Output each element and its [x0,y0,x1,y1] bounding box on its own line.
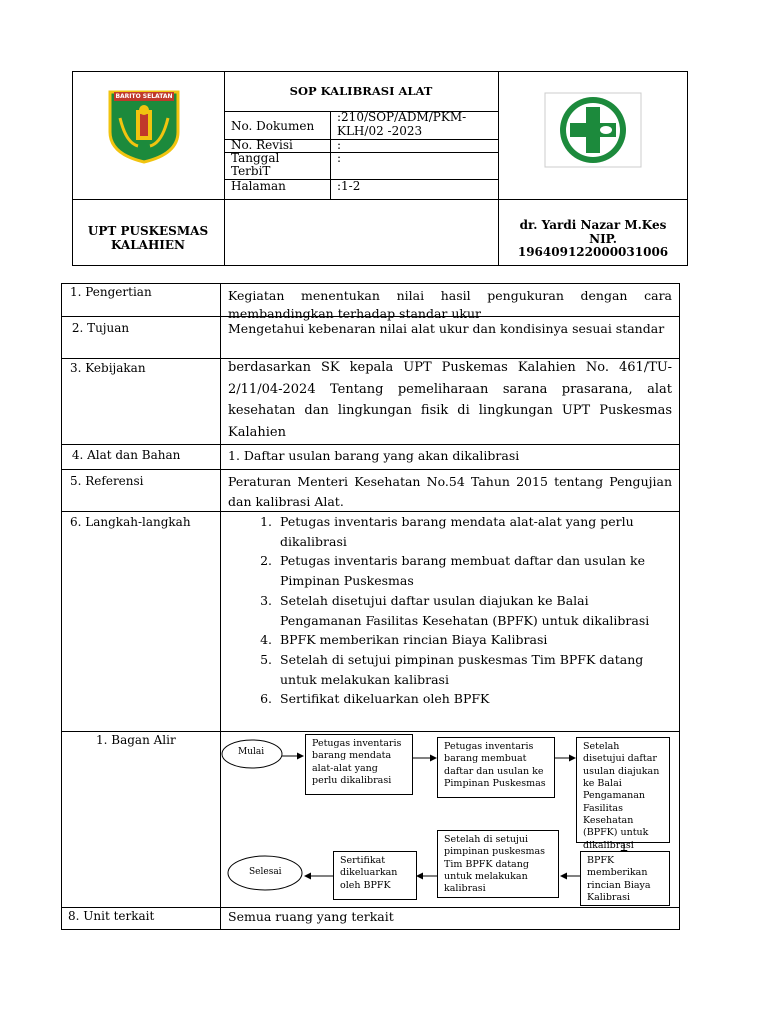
puskesmas-logo [544,92,642,168]
signer-name: dr. Yardi Nazar M.Kes [519,218,667,232]
section-label-referensi: 5. Referensi [70,474,144,488]
header-row-value: :210/SOP/ADM/PKM-KLH/02 -2023 [337,110,467,138]
step-item: 3. Setelah disetujui daftar usulan diajukan ke Balai Pengamanan Fasilitas Kesehatan (BPFK) untuk dikalibrasi [276,591,672,630]
flow-step-3: Setelah disetujui daftar usulan diajukan ke Balai Pengamanan Fasilitas Kesehatan (BPFK) untuk dikalibrasi [576,737,670,843]
health-cross-icon [544,92,642,168]
section-label-tujuan: 2. Tujuan [68,321,130,335]
flow-start-label: Mulai [238,747,265,757]
header-row-label: No. Revisi [231,138,293,152]
header-row-value: : [337,138,342,152]
step-item: 4. BPFK memberikan rincian Biaya Kalibrasi [276,630,672,650]
flow-step-1: Petugas inventaris barang mendata alat-alat yang perlu dikalibrasi [305,734,413,795]
page-title: SOP KALIBRASI ALAT [289,84,433,98]
step-item: 1. Petugas inventaris barang mendata alat-alat yang perlu dikalibrasi [276,512,672,551]
logo-banner-text: BARITO SELATAN [115,93,173,100]
section-label-pengertian: 1. Pengertian [70,285,152,299]
flow-step-5: Setelah di setujui pimpinan puskesmas Tim BPFK datang untuk melakukan kalibrasi [437,830,559,898]
section-text-alat: 1. Daftar usulan barang yang akan dikalibrasi [228,448,520,463]
signer-nip-label: NIP. [589,232,617,246]
header-row-label: Halaman [231,179,286,193]
steps-list [228,512,672,709]
flow-step-4: BPFK memberikan rincian Biaya Kalibrasi [580,851,670,906]
regency-logo [106,88,182,164]
step-item: 5. Setelah di setujui pimpinan puskesmas Tim BPFK datang untuk melakukan kalibrasi [276,650,672,689]
step-item: 2. Petugas inventaris barang membuat daftar dan usulan ke Pimpinan Puskesmas [276,551,672,590]
section-text-pengertian: Kegiatan menentukan nilai hasil pengukuran dengan cara membandingkan terhadap standar ukur [228,288,672,321]
signer-nip: 196409122000031006 [517,245,669,259]
section-text-unit: Semua ruang yang terkait [228,909,394,924]
header-row-value: : [337,151,342,165]
section-label-unit: 8. Unit terkait [68,909,155,923]
section-label-bagan: 1. Bagan Alir [96,733,176,747]
section-label-langkah: 6. Langkah-langkah [70,515,191,529]
section-text-kebijakan: berdasarkan SK kepala UPT Puskemas Kalahien No. 461/TU-2/11/04-2024 Tentang pemeliharaan sarana prasarana, alat kesehatan dan lingkungan fisik di lingkungan UPT Puskesmas Kalahien [228,360,672,440]
flow-step-2: Petugas inventaris barang membuat daftar dan usulan ke Pimpinan Puskesmas [437,737,555,798]
section-text-tujuan: Mengetahui kebenaran nilai alat ukur dan kondisinya sesuai standar [228,321,665,336]
section-label-kebijakan: 3. Kebijakan [70,361,146,375]
header-row-value: :1-2 [337,179,361,193]
section-text-referensi: Peraturan Menteri Kesehatan No.54 Tahun 2015 tentang Pengujian dan kalibrasi Alat. [228,474,672,509]
flow-end-label: Selesai [249,867,282,877]
flow-step-6: Sertifikat dikeluarkan oleh BPFK [333,851,417,900]
org-name: UPT PUSKESMAS KALAHIEN [87,224,209,252]
step-item: 6. Sertifikat dikeluarkan oleh BPFK [276,689,672,709]
header-row-label: Tanggal TerbiT [231,151,280,178]
section-label-alat: 4. Alat dan Bahan [68,448,181,462]
header-row-label: No. Dokumen [231,119,315,133]
